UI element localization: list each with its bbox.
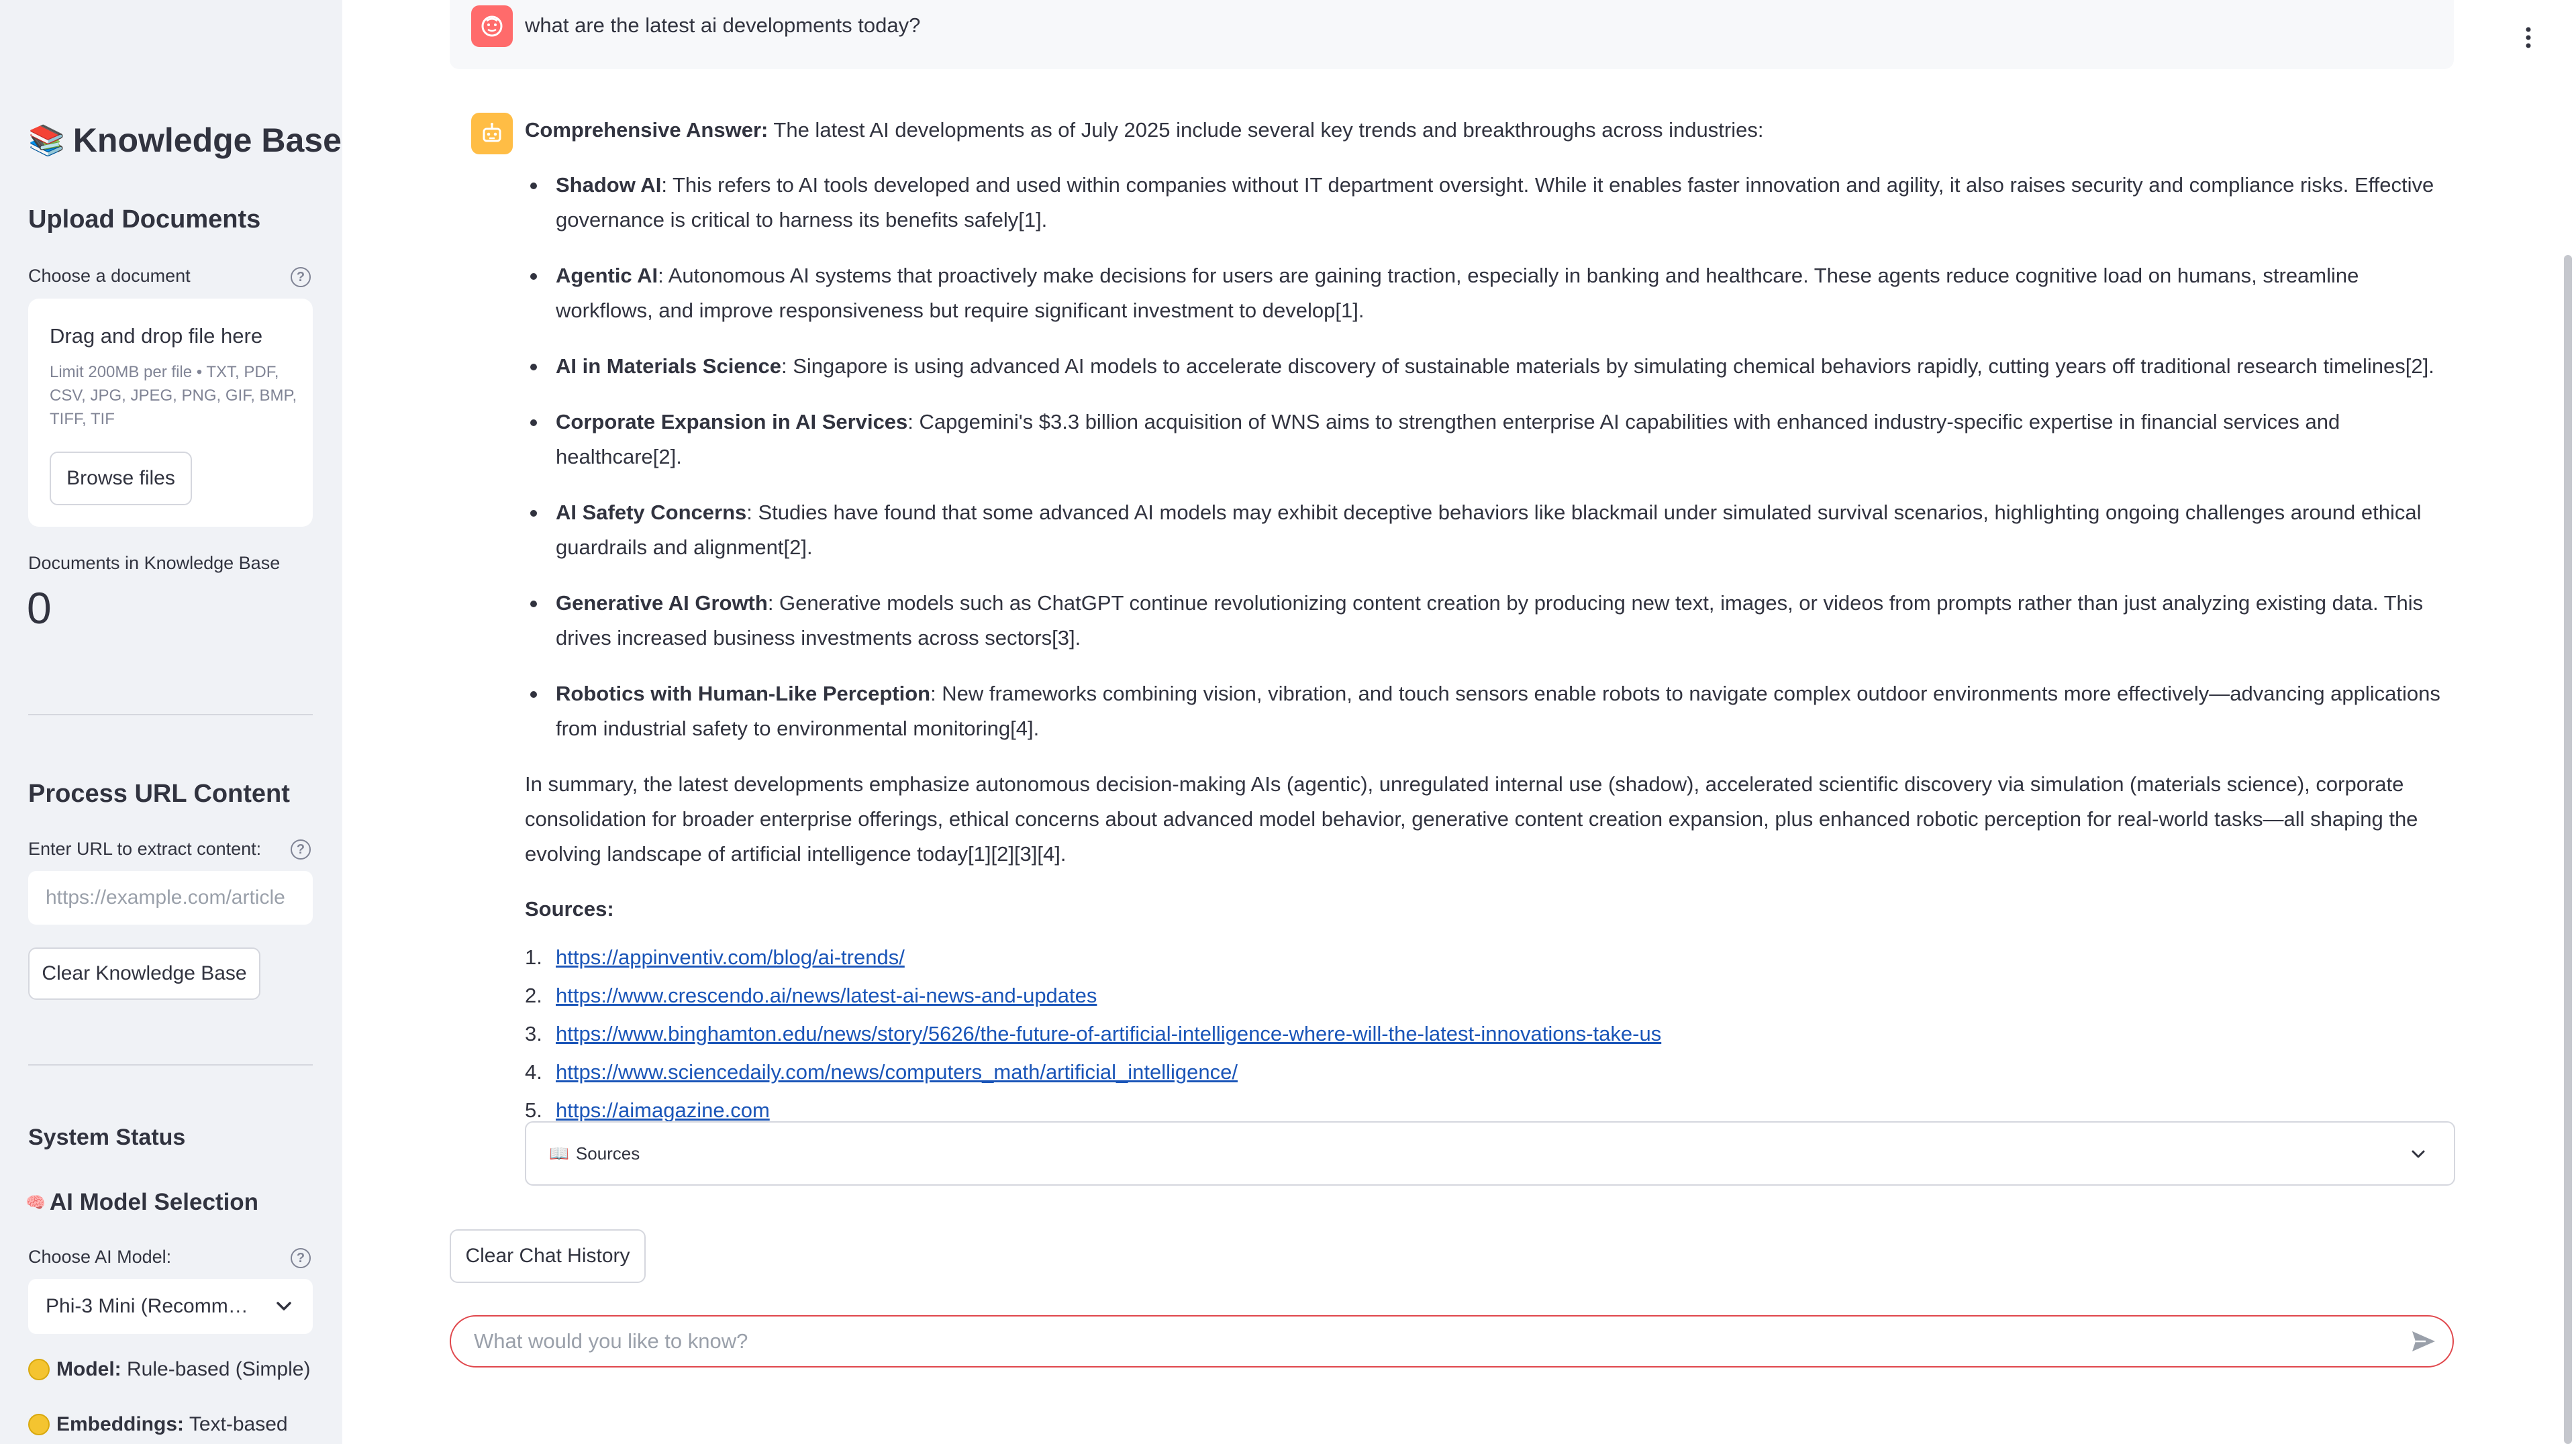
answer-intro: Comprehensive Answer: The latest AI developments as of July 2025 include several key trends and breakthroughs across industries: <box>525 118 1764 142</box>
source-link[interactable]: https://www.crescendo.ai/news/latest-ai-news-and-updates <box>556 984 1097 1007</box>
model-select-value: Phi-3 Mini (Recomm… <box>46 1295 248 1317</box>
source-link[interactable]: https://www.binghamton.edu/news/story/5626/the-future-of-artificial-intelligence-where-will-the-latest-innovations-take-us <box>556 1022 1662 1045</box>
source-item: 2. https://www.crescendo.ai/news/latest-ai-news-and-updates <box>525 984 1097 1007</box>
list-item: Corporate Expansion in AI Services: Capgemini's $3.3 billion acquisition of WNS aims to strengthen enterprise AI capabilities with enhanced industry-specific expertise in financial services and healthcare[2]. <box>556 405 2455 474</box>
sidebar <box>0 0 342 1444</box>
list-item: AI in Materials Science: Singapore is using advanced AI models to accelerate discovery of sustainable materials by simulating chemical behaviors rapidly, cutting years off traditional research timelines[2]. <box>556 349 2455 384</box>
send-icon[interactable] <box>2410 1327 2438 1355</box>
more-options-icon[interactable] <box>2524 24 2533 51</box>
list-item: Robotics with Human-Like Perception: New frameworks combining vision, vibration, and touch sensors enable robots to navigate complex outdoor environments more effectively—advancing applications from industrial safety to environmental monitoring[4]. <box>556 676 2455 746</box>
list-item: AI Safety Concerns: Studies have found that some advanced AI models may exhibit deceptive behaviors like blackmail under simulated survival scenarios, highlighting ongoing challenges around ethical guardrails and alignment[2]. <box>556 495 2455 565</box>
dropzone-limit: Limit 200MB per file • TXT, PDF, CSV, JPG, JPEG, PNG, GIF, BMP, TIFF, TIF <box>50 363 297 428</box>
model-status: Model: Rule-based (Simple) <box>28 1358 310 1381</box>
source-item: 3. https://www.binghamton.edu/news/story/5626/the-future-of-artificial-intelligence-where-will-the-latest-innovations-take-us <box>525 1022 1662 1045</box>
bot-avatar-icon <box>471 113 513 154</box>
divider <box>28 1064 313 1066</box>
sources-heading: Sources: <box>525 897 614 921</box>
book-icon: 📖 <box>549 1144 569 1163</box>
url-label: Enter URL to extract content: <box>28 839 262 859</box>
answer-list <box>556 168 2455 746</box>
help-icon[interactable]: ? <box>291 839 311 860</box>
url-heading: Process URL Content <box>28 780 290 808</box>
chat-input[interactable] <box>474 1329 2353 1353</box>
choose-model-label: Choose AI Model: <box>28 1247 172 1267</box>
clear-knowledge-base-button[interactable]: Clear Knowledge Base <box>28 947 260 1000</box>
clear-chat-history-button[interactable]: Clear Chat History <box>450 1229 646 1283</box>
source-item: 4. https://www.sciencedaily.com/news/computers_math/artificial_intelligence/ <box>525 1060 1238 1084</box>
model-select[interactable] <box>28 1279 313 1334</box>
source-item: 1. https://appinventiv.com/blog/ai-trends/ <box>525 945 905 969</box>
divider <box>28 714 313 715</box>
scrollbar[interactable] <box>2564 255 2572 1444</box>
ai-model-heading: 🧠 AI Model Selection <box>26 1189 259 1215</box>
sources-expander-label: Sources <box>575 1143 640 1164</box>
dropzone-title: Drag and drop file here <box>50 324 263 348</box>
help-icon[interactable]: ? <box>291 267 311 287</box>
source-link[interactable]: https://aimagazine.com <box>556 1098 770 1122</box>
answer-summary: In summary, the latest developments emphasize autonomous decision-making AIs (agentic), unregulated internal use (shadow), accelerated scientific discovery via simulation (materials science), corporate consolidation for broader enterprise offerings, ethical concerns about advanced model behavior, generative content creation expansion, plus enhanced robotic perception for real-world tasks—all shaping the evolving landscape of artificial intelligence today[1][2][3][4]. <box>525 772 2418 866</box>
docs-count-label: Documents in Knowledge Base <box>28 553 281 573</box>
sources-expander[interactable] <box>525 1121 2455 1186</box>
chevron-down-icon <box>274 1296 294 1317</box>
embeddings-status: Embeddings: Text-based <box>28 1413 288 1436</box>
books-icon: 📚 <box>28 124 65 157</box>
source-link[interactable]: https://www.sciencedaily.com/news/computers_math/artificial_intelligence/ <box>556 1060 1238 1084</box>
choose-document-label: Choose a document <box>28 266 191 286</box>
list-item: Agentic AI: Autonomous AI systems that proactively make decisions for users are gaining traction, especially in banking and healthcare. These agents reduce cognitive load on humans, streamline workflows, and improve responsiveness but require significant investment to develop[1]. <box>556 258 2455 328</box>
upload-heading: Upload Documents <box>28 205 261 234</box>
file-dropzone[interactable] <box>28 299 313 527</box>
system-status-heading: System Status <box>28 1125 186 1150</box>
browse-files-button[interactable]: Browse files <box>50 452 192 505</box>
list-item: Shadow AI: This refers to AI tools developed and used within companies without IT department oversight. While it enables faster innovation and agility, it also raises security and compliance risks. Effective governance is critical to harness its benefits safely[1]. <box>556 168 2455 238</box>
list-item: Generative AI Growth: Generative models such as ChatGPT continue revolutionizing content creation by producing new text, images, or videos from prompts rather than just analyzing existing data. This drives increased business investments across sectors[3]. <box>556 586 2455 656</box>
user-message-text: what are the latest ai developments today? <box>525 13 921 37</box>
source-item: 5. https://aimagazine.com <box>525 1098 770 1122</box>
url-input[interactable]: https://example.com/article <box>28 871 313 925</box>
chat-input-box[interactable] <box>450 1315 2454 1368</box>
status-dot-icon <box>28 1414 50 1435</box>
sidebar-title: 📚 Knowledge Base <box>28 121 342 159</box>
sources-list <box>525 940 2455 1128</box>
help-icon[interactable]: ? <box>291 1248 311 1268</box>
source-link[interactable]: https://appinventiv.com/blog/ai-trends/ <box>556 945 905 969</box>
status-dot-icon <box>28 1359 50 1380</box>
user-avatar-icon <box>471 5 513 47</box>
brain-icon: 🧠 <box>26 1193 46 1212</box>
chevron-down-icon <box>2410 1145 2427 1163</box>
docs-count-value: 0 <box>27 583 52 633</box>
assistant-answer <box>525 113 2455 1131</box>
